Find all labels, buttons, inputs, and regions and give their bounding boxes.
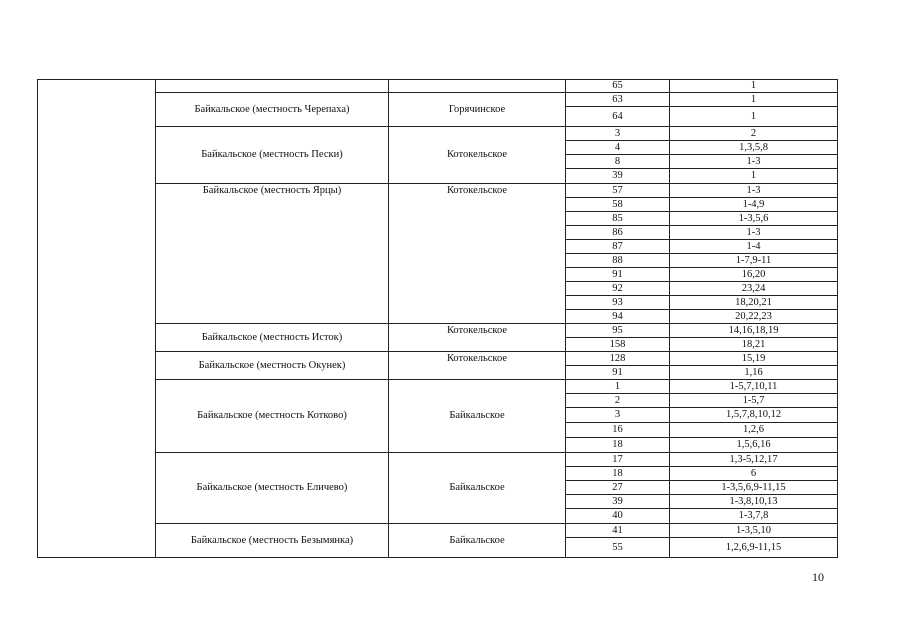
- plot-numbers-cell: 1,16: [670, 366, 838, 380]
- plot-numbers-cell: 16,20: [670, 268, 838, 282]
- plot-numbers-cell: 2: [670, 127, 838, 141]
- quarter-number-cell: 57: [566, 184, 670, 198]
- settlement-name-cell: Байкальское (местность Окунек): [156, 352, 389, 380]
- municipality-cell: Котокельское: [389, 352, 566, 380]
- municipality-cell: Котокельское: [389, 184, 566, 324]
- plot-numbers-cell: 1-7,9-11: [670, 254, 838, 268]
- municipality-cell: Байкальское: [389, 524, 566, 558]
- quarter-number-cell: 55: [566, 538, 670, 558]
- quarter-number-cell: 63: [566, 93, 670, 107]
- quarter-number-cell: 85: [566, 212, 670, 226]
- quarter-number-cell: 4: [566, 141, 670, 155]
- settlement-name-cell: Байкальское (местность Безымянка): [156, 524, 389, 558]
- quarter-number-cell: 87: [566, 240, 670, 254]
- table-row: [38, 80, 838, 93]
- table-row: [38, 380, 838, 394]
- quarter-number-cell: 65: [566, 80, 670, 93]
- quarter-number-cell: 64: [566, 107, 670, 127]
- plot-numbers-cell: 1,3-5,12,17: [670, 453, 838, 467]
- plot-numbers-cell: 1-3,5,6,9-11,15: [670, 481, 838, 495]
- plot-numbers-cell: 1-3,8,10,13: [670, 495, 838, 509]
- quarter-number-cell: 41: [566, 524, 670, 538]
- quarter-number-cell: 86: [566, 226, 670, 240]
- table-row: [38, 127, 838, 141]
- plot-numbers-cell: 6: [670, 467, 838, 481]
- table-row: [38, 352, 838, 366]
- settlement-name-cell: Байкальское (местность Пески): [156, 127, 389, 184]
- quarter-number-cell: 95: [566, 324, 670, 338]
- table-body: [38, 80, 838, 558]
- quarter-number-cell: 128: [566, 352, 670, 366]
- quarter-number-cell: 8: [566, 155, 670, 169]
- plot-numbers-cell: 1-3,5,6: [670, 212, 838, 226]
- plot-numbers-cell: 1: [670, 80, 838, 93]
- plot-numbers-cell: 15,19: [670, 352, 838, 366]
- table-row: [38, 93, 838, 107]
- plot-numbers-cell: 1-4: [670, 240, 838, 254]
- quarter-number-cell: 27: [566, 481, 670, 495]
- municipality-cell: Котокельское: [389, 127, 566, 184]
- quarter-number-cell: 91: [566, 366, 670, 380]
- quarter-number-cell: 91: [566, 268, 670, 282]
- settlement-name-cell: Байкальское (местность Исток): [156, 324, 389, 352]
- table-row: [38, 524, 838, 538]
- plot-numbers-cell: 1-3: [670, 155, 838, 169]
- plot-numbers-cell: 1: [670, 169, 838, 184]
- quarter-number-cell: 88: [566, 254, 670, 268]
- quarter-number-cell: 92: [566, 282, 670, 296]
- quarter-number-cell: 16: [566, 423, 670, 438]
- quarter-number-cell: 3: [566, 408, 670, 423]
- plot-numbers-cell: 1,2,6,9-11,15: [670, 538, 838, 558]
- blank-column-cell: [38, 80, 156, 558]
- table-row: [38, 184, 838, 198]
- settlement-name-cell: Байкальское (местность Ярцы): [156, 184, 389, 324]
- document-table: [37, 79, 838, 558]
- table-row: [38, 324, 838, 338]
- municipality-cell: Котокельское: [389, 324, 566, 352]
- quarter-number-cell: 158: [566, 338, 670, 352]
- plot-numbers-cell: 20,22,23: [670, 310, 838, 324]
- plot-numbers-cell: 14,16,18,19: [670, 324, 838, 338]
- page-number: 10: [812, 570, 824, 584]
- plot-numbers-cell: 1,3,5,8: [670, 141, 838, 155]
- plot-numbers-cell: 23,24: [670, 282, 838, 296]
- plot-numbers-cell: 1: [670, 93, 838, 107]
- settlement-name-cell: [156, 80, 389, 93]
- plot-numbers-cell: 1-3: [670, 184, 838, 198]
- plot-numbers-cell: 1-3,5,10: [670, 524, 838, 538]
- plot-numbers-cell: 1-5,7,10,11: [670, 380, 838, 394]
- quarter-number-cell: 39: [566, 169, 670, 184]
- plot-numbers-cell: 1: [670, 107, 838, 127]
- municipality-cell: Байкальское: [389, 380, 566, 453]
- plot-numbers-cell: 18,20,21: [670, 296, 838, 310]
- plot-numbers-cell: 1-3,7,8: [670, 509, 838, 524]
- quarter-number-cell: 94: [566, 310, 670, 324]
- quarter-number-cell: 2: [566, 394, 670, 408]
- plot-numbers-cell: 1,5,7,8,10,12: [670, 408, 838, 423]
- municipality-cell: [389, 80, 566, 93]
- plot-numbers-cell: 18,21: [670, 338, 838, 352]
- plot-numbers-cell: 1-3: [670, 226, 838, 240]
- plot-numbers-cell: 1,2,6: [670, 423, 838, 438]
- table-row: [38, 453, 838, 467]
- settlement-name-cell: Байкальское (местность Еличево): [156, 453, 389, 524]
- settlement-name-cell: Байкальское (местность Котково): [156, 380, 389, 453]
- quarter-number-cell: 18: [566, 438, 670, 453]
- quarter-number-cell: 58: [566, 198, 670, 212]
- municipality-cell: Горячинское: [389, 93, 566, 127]
- quarter-number-cell: 93: [566, 296, 670, 310]
- municipality-cell: Байкальское: [389, 453, 566, 524]
- settlement-name-cell: Байкальское (местность Черепаха): [156, 93, 389, 127]
- quarter-number-cell: 17: [566, 453, 670, 467]
- quarter-number-cell: 3: [566, 127, 670, 141]
- quarter-number-cell: 1: [566, 380, 670, 394]
- quarter-number-cell: 40: [566, 509, 670, 524]
- quarter-number-cell: 39: [566, 495, 670, 509]
- plot-numbers-cell: 1-4,9: [670, 198, 838, 212]
- plot-numbers-cell: 1,5,6,16: [670, 438, 838, 453]
- quarter-number-cell: 18: [566, 467, 670, 481]
- plot-numbers-cell: 1-5,7: [670, 394, 838, 408]
